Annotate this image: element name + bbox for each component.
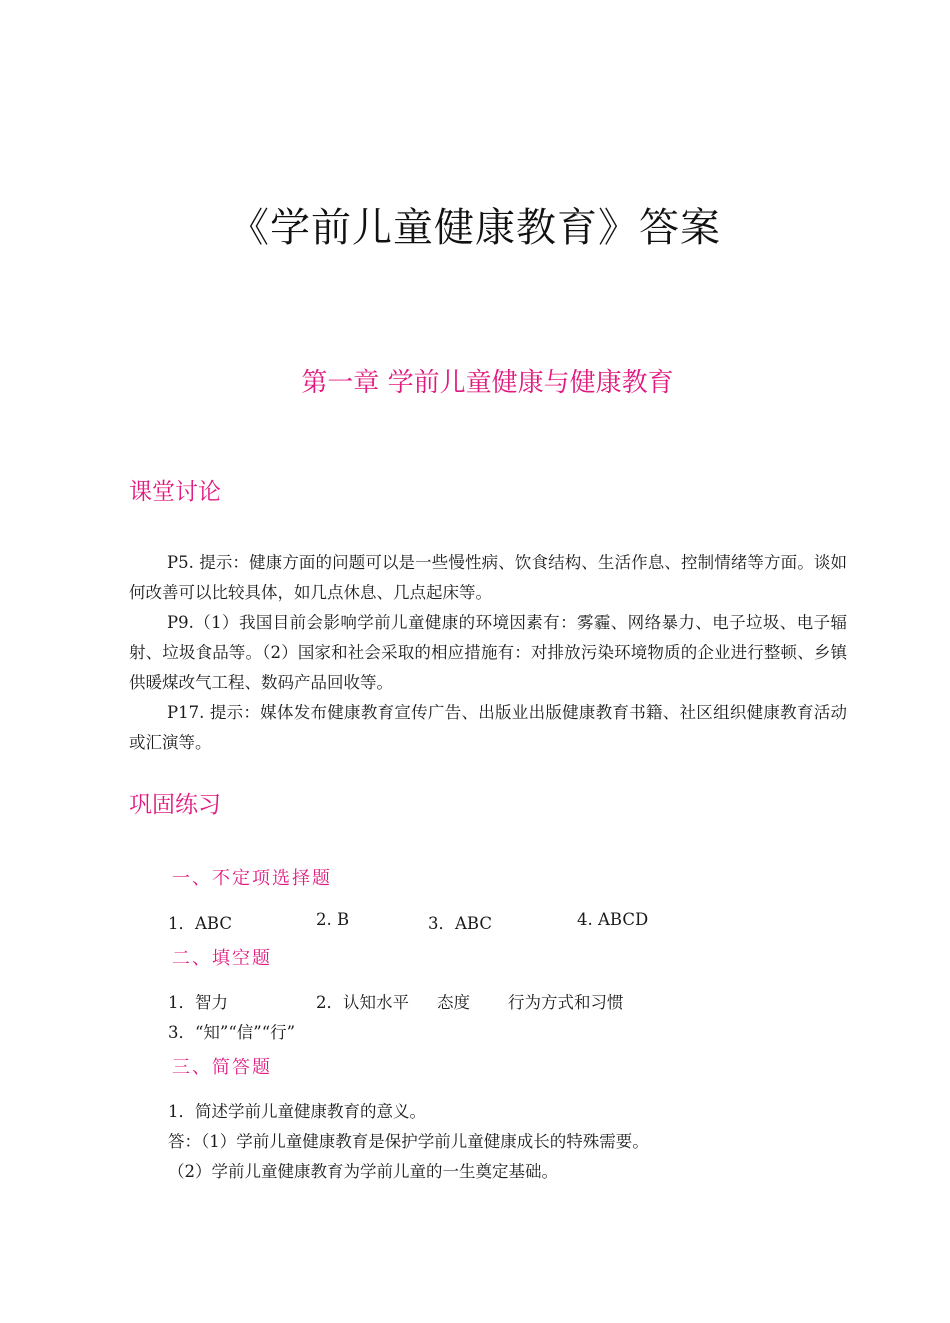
fill-answer-2b: 态度 — [437, 993, 470, 1012]
short-answer-line-1: 答：（1）学前儿童健康教育是保护学前儿童健康成长的特殊需要。 — [168, 1132, 649, 1151]
fill-answer-3: 3．“知”“信”“行” — [168, 1023, 296, 1042]
choice-answer-3: 3．ABC — [428, 914, 492, 933]
short-answer-line-2: （2）学前儿童健康教育为学前儿童的一生奠定基础。 — [168, 1162, 558, 1181]
fill-answer-2a: 2．认知水平 — [316, 993, 409, 1012]
document-title: 《学前儿童健康教育》答案 — [229, 205, 721, 251]
fill-answer-2c: 行为方式和习惯 — [508, 993, 624, 1012]
fill-answer-1: 1．智力 — [168, 993, 228, 1012]
subheading-fill: 二、填空题 — [172, 948, 272, 969]
choice-answer-1: 1．ABC — [168, 914, 232, 933]
discussion-paragraph-p5: P5. 提示：健康方面的问题可以是一些慢性病、饮食结构、生活作息、控制情绪等方面。谈如何改善可以比较具体，如几点休息、几点起床等。 — [129, 553, 847, 602]
discussion-paragraph-p9: P9.（1）我国目前会影响学前儿童健康的环境因素有：雾霾、网络暴力、电子垃圾、电子辐射、垃圾食品等。（2）国家和社会采取的相应措施有：对排放污染环境物质的企业进行整顿、乡镇供暖煤改气工程、数码产品回收等。 — [129, 613, 847, 692]
chapter-heading: 第一章 学前儿童健康与健康教育 — [301, 368, 674, 398]
subheading-short-answer: 三、简答题 — [172, 1057, 272, 1078]
short-question-1: 1．简述学前儿童健康教育的意义。 — [168, 1102, 426, 1121]
discussion-paragraph-p17: P17. 提示：媒体发布健康教育宣传广告、出版业出版健康教育书籍、社区组织健康教育活动或汇演等。 — [129, 703, 847, 752]
section-heading-discussion: 课堂讨论 — [129, 479, 221, 505]
section-heading-practice: 巩固练习 — [129, 792, 221, 818]
choice-answer-2: 2. B — [316, 910, 350, 929]
choice-answer-4: 4. ABCD — [577, 910, 649, 929]
subheading-choice: 一、不定项选择题 — [172, 868, 332, 889]
